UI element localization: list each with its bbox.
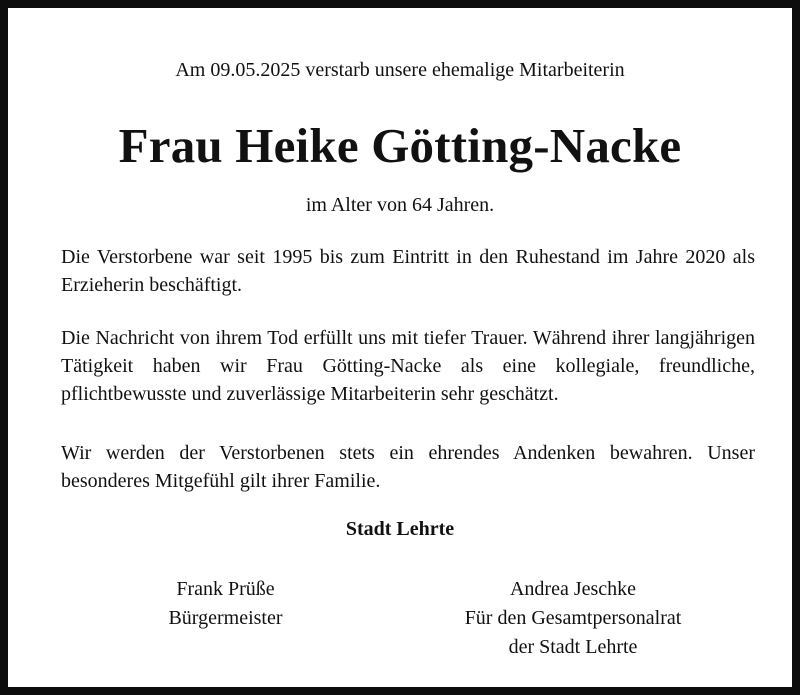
signatory-role: Bürgermeister <box>168 607 283 629</box>
age-line: im Alter von 64 Jahren. <box>305 194 495 216</box>
signatory-mayor <box>123 575 328 633</box>
signatory-name: Andrea Jeschke <box>509 578 637 600</box>
signatory-name: Frank Prüße <box>176 578 275 600</box>
deceased-name: Frau Heike Götting-Nacke <box>118 118 682 173</box>
signatory-role: Für den Gesamtpersonalrat <box>464 607 682 629</box>
signatory-role: der Stadt Lehrte <box>508 636 638 658</box>
signatory-staff-council <box>423 575 723 662</box>
tribute-paragraph: Die Nachricht von ihrem Tod erfüllt uns mit tiefer Trauer. Während ihrer langjährigen Tätigkeit haben wir Frau Götting-Nacke als eine kollegiale, freundliche, pflichtbewusste und zuverlässige Mitarbeiterin sehr geschätzt. <box>61 327 755 405</box>
employer-name: Stadt Lehrte <box>345 518 455 540</box>
intro-line: Am 09.05.2025 verstarb unsere ehemalige Mitarbeiterin <box>175 59 625 81</box>
condolence-paragraph: Wir werden der Verstorbenen stets ein ehrendes Andenken bewahren. Unser besonderes Mitgefühl gilt ihrer Familie. <box>61 442 755 492</box>
employment-paragraph: Die Verstorbene war seit 1995 bis zum Eintritt in den Ruhestand im Jahre 2020 als Erzieherin beschäftigt. <box>61 246 755 296</box>
